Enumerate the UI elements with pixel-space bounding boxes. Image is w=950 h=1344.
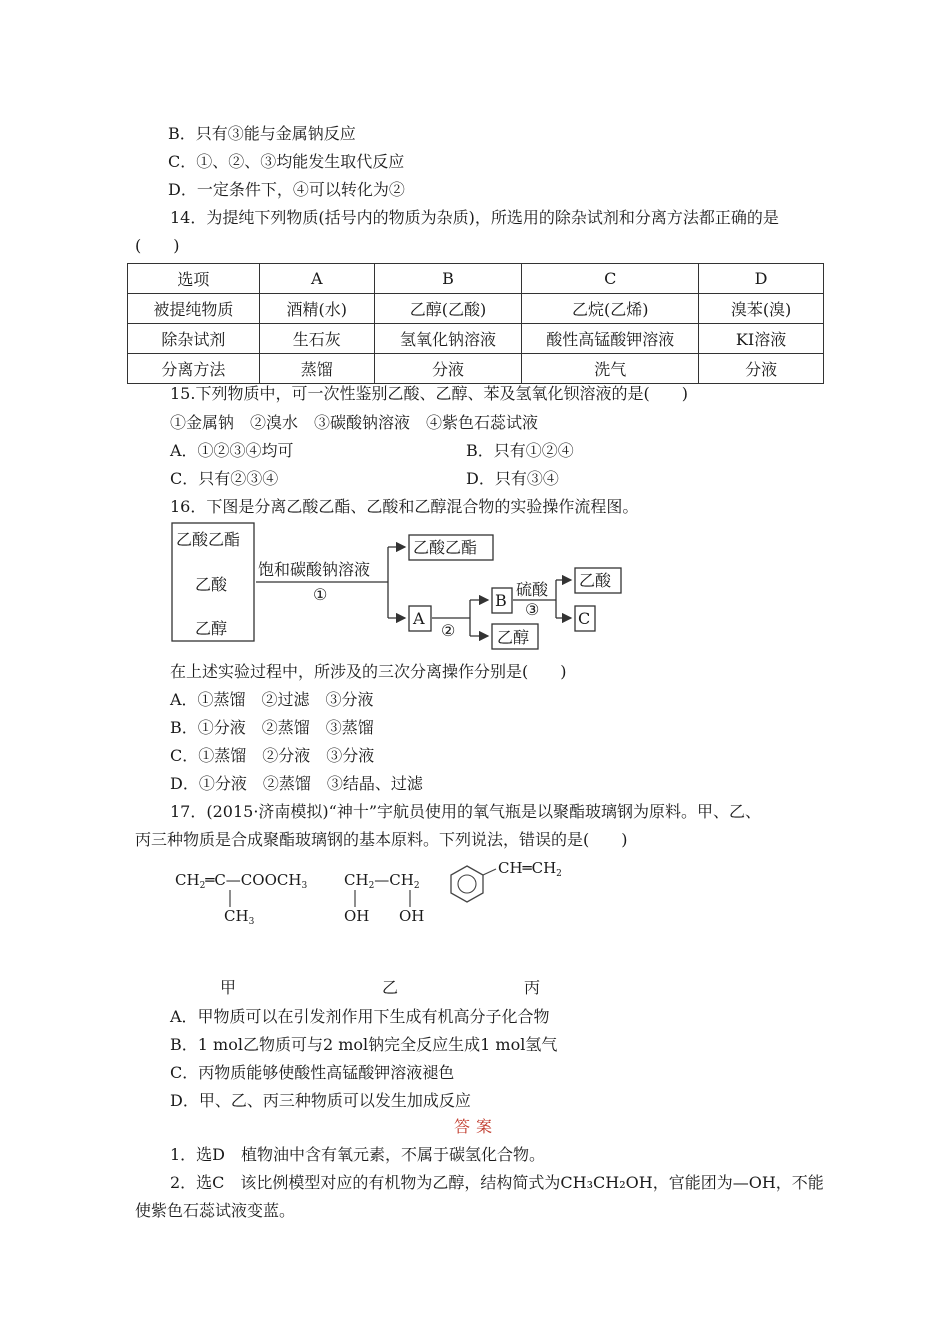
q17-stem-line1: 17．(2015·济南模拟)“神十”宇航员使用的氧气瓶是以聚酯玻璃钢为原料。甲、乙、 <box>170 802 762 821</box>
table-cell: 选项 <box>128 264 260 294</box>
table-cell: 乙醇(乙酸) <box>374 294 522 324</box>
table-cell: 洗气 <box>522 354 699 384</box>
q17-stem-line2: 丙三种物质是合成聚酯玻璃钢的基本原料。下列说法，错误的是( ) <box>135 830 628 849</box>
benzene-ring-icon <box>451 866 483 902</box>
ethanol-label: 乙醇 <box>497 628 530 647</box>
table-cell: 氢氧化钠溶液 <box>374 324 522 354</box>
q15-stem: 15.下列物质中，可一次性鉴别乙酸、乙醇、苯及氢氧化钡溶液的是( ) <box>170 384 688 403</box>
step-3-label: ③ <box>525 600 540 619</box>
label-bing: 丙 <box>524 978 541 997</box>
q17-option-b: B．1 mol乙物质可与2 mol钠完全反应生成1 mol氢气 <box>170 1035 558 1054</box>
ester-label: 乙酸乙酯 <box>413 538 478 557</box>
step-1-label: ① <box>313 585 328 604</box>
q15-option-a: A．①②③④均可 <box>170 441 294 460</box>
table-cell: D <box>699 264 824 294</box>
q15-option-b: B．只有①②④ <box>466 441 574 460</box>
q14-stem: 14．为提纯下列物质(括号内的物质为杂质)，所选用的除杂试剂和分离方法都正确的是 <box>170 208 779 227</box>
acid-reagent-label: 硫酸 <box>516 580 549 599</box>
answer-2-line2: 使紫色石蕊试液变蓝。 <box>135 1201 296 1220</box>
q15-option-d: D．只有③④ <box>466 469 559 488</box>
q13-option-c: C．①、②、③均能发生取代反应 <box>168 152 405 171</box>
svg-text:OH: OH <box>344 907 370 925</box>
label-jia: 甲 <box>220 978 237 997</box>
table-cell: 分液 <box>374 354 522 384</box>
q17-option-d: D．甲、乙、丙三种物质可以发生加成反应 <box>170 1091 471 1110</box>
box-c-label: C <box>578 609 591 628</box>
mixture-ester: 乙酸乙酯 <box>176 530 241 549</box>
box-a-label: A <box>413 609 425 628</box>
table-cell: 被提纯物质 <box>128 294 260 324</box>
acetic-acid-label: 乙酸 <box>579 571 612 590</box>
table-cell: 乙烷(乙烯) <box>522 294 699 324</box>
structure-bing <box>451 859 562 902</box>
svg-text:CH2═C—COOCH3: $CH_2═C—COOCH_3$ <box>175 871 308 891</box>
q15-option-c: C．只有②③④ <box>170 469 279 488</box>
svg-text:CH2—CH2: $CH_2—CH_2$ <box>344 871 420 891</box>
q16-option-c: C．①蒸馏 ②分液 ③分液 <box>170 746 375 765</box>
table-cell: 分离方法 <box>128 354 260 384</box>
q16-option-d: D．①分液 ②蒸馏 ③结晶、过滤 <box>170 774 423 793</box>
table-cell: KI溶液 <box>699 324 824 354</box>
svg-text:CH═CH2: $CH═CH_2$ <box>498 859 562 879</box>
q13-option-b: B．只有③能与金属钠反应 <box>168 124 356 143</box>
answer-1: 1．选D 植物油中含有氧元素，不属于碳氢化合物。 <box>170 1145 546 1164</box>
q15-items: ①金属钠 ②溴水 ③碳酸钠溶液 ④紫色石蕊试液 <box>170 413 539 432</box>
table-cell: 分液 <box>699 354 824 384</box>
q16-stem: 16．下图是分离乙酸乙酯、乙酸和乙醇混合物的实验操作流程图。 <box>170 497 639 516</box>
step-2-label: ② <box>441 621 456 640</box>
mixture-ethanol: 乙醇 <box>195 619 228 638</box>
q13-option-d: D．一定条件下，④可以转化为② <box>168 180 405 199</box>
mixture-acid: 乙酸 <box>195 575 228 594</box>
table-cell: 溴苯(溴) <box>699 294 824 324</box>
q17-option-c: C．丙物质能够使酸性高锰酸钾溶液褪色 <box>170 1063 455 1082</box>
table-cell: C <box>522 264 699 294</box>
svg-text:CH3: $CH_3$ <box>224 907 255 927</box>
q16-option-a: A．①蒸馏 ②过滤 ③分液 <box>170 690 374 709</box>
answer-2-line1: 2．选C 该比例模型对应的有机物为乙醇，结构简式为CH₃CH₂OH，官能团为—OH，不能 <box>170 1173 824 1192</box>
answers-title: 答案 <box>454 1117 499 1136</box>
svg-text:OH: OH <box>399 907 425 925</box>
q16-option-b: B．①分液 ②蒸馏 ③蒸馏 <box>170 718 374 737</box>
table-cell: B <box>374 264 522 294</box>
table-cell: 酒精(水) <box>259 294 374 324</box>
table-cell: 蒸馏 <box>259 354 374 384</box>
label-yi: 乙 <box>382 978 399 997</box>
reagent-label: 饱和碳酸钠溶液 <box>258 560 371 579</box>
box-b-label: B <box>495 591 507 610</box>
structure-jia <box>175 871 307 927</box>
table-cell: 除杂试剂 <box>128 324 260 354</box>
table-cell: 酸性高锰酸钾溶液 <box>522 324 699 354</box>
q14-answer-blank: ( ) <box>135 236 180 255</box>
q16-question: 在上述实验过程中，所涉及的三次分离操作分别是( ) <box>170 662 567 681</box>
table-cell: 生石灰 <box>259 324 374 354</box>
structure-yi <box>344 871 424 925</box>
q17-option-a: A．甲物质可以在引发剂作用下生成有机高分子化合物 <box>170 1007 550 1026</box>
table-cell: A <box>259 264 374 294</box>
